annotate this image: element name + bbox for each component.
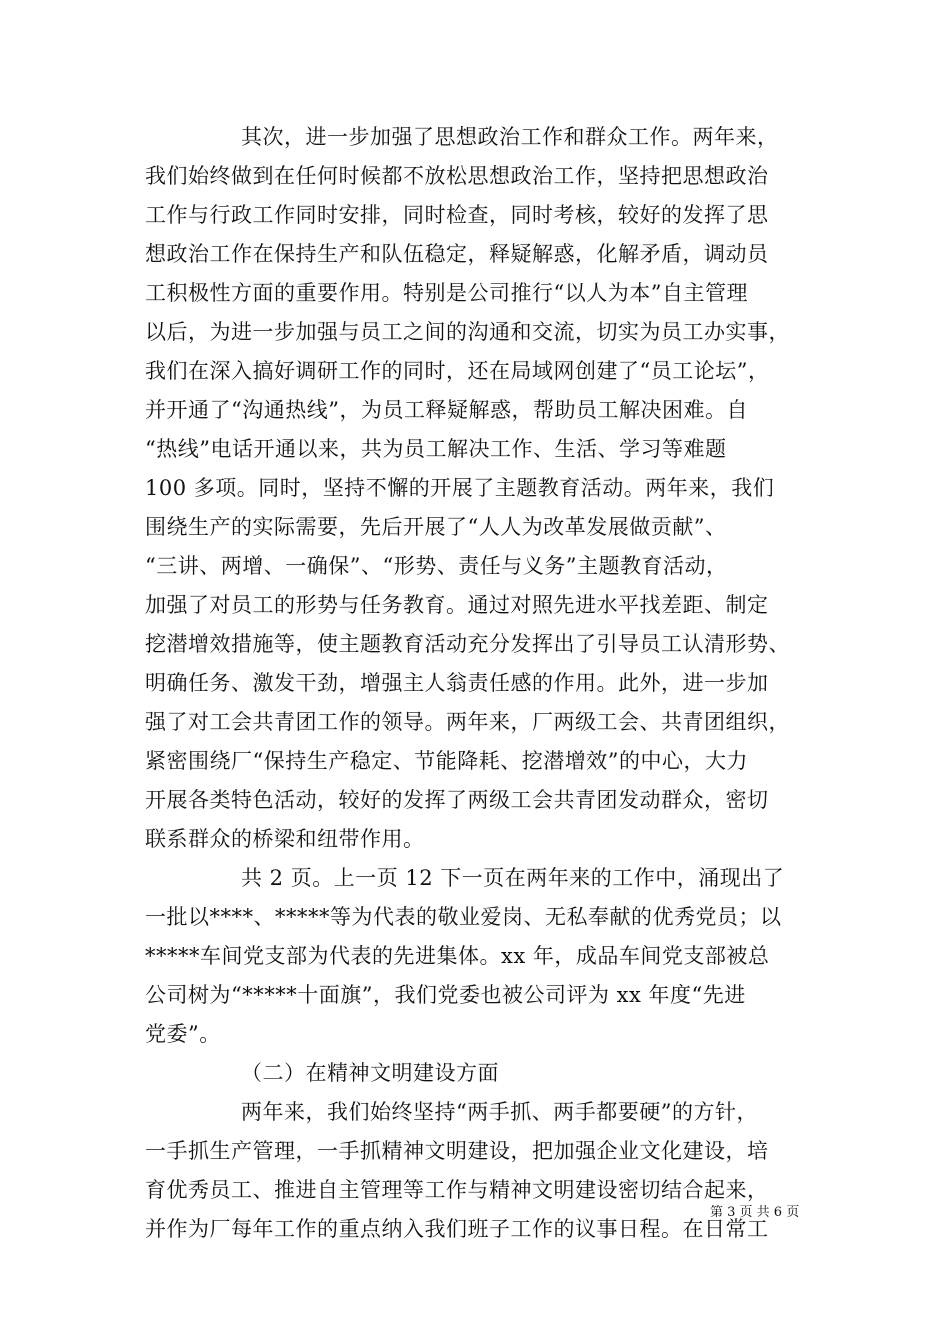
paragraph-line: 公司树为“*****十面旗”，我们党委也被公司评为 xx 年度“先进	[145, 983, 746, 1007]
paragraph-line: 想政治工作在保持生产和队伍稳定，释疑解惑，化解矛盾，调动员	[145, 242, 769, 266]
paragraph-line: 紧密围绕厂“保持生产稳定、节能降耗、挖潜增效”的中心，大力	[145, 749, 748, 773]
paragraph-line: 其次，进一步加强了思想政治工作和群众工作。两年来，	[241, 125, 779, 149]
paragraph-line: 开展各类特色活动，较好的发挥了两级工会共青团发动群众，密切	[145, 788, 769, 812]
paragraph-line: 育优秀员工、推进自主管理等工作与精神文明建设密切结合起来，	[145, 1178, 769, 1202]
paragraph-line: 明确任务、激发干劲，增强主人翁责任感的作用。此外，进一步加	[145, 671, 769, 695]
paragraph-line: 一手抓生产管理，一手抓精神文明建设，把加强企业文化建设，培	[145, 1139, 769, 1163]
paragraph-line: “三讲、两增、一确保”、“形势、责任与义务”主题教育活动，	[145, 554, 728, 578]
page-number-footer: 第 3 页 共 6 页	[710, 1205, 800, 1220]
paragraph-line: 我们在深入搞好调研工作的同时，还在局域网创建了“员工论坛”，	[145, 359, 770, 383]
paragraph-line: 两年来，我们始终坚持“两手抓、两手都要硬”的方针，	[241, 1100, 758, 1124]
section-heading: （二）在精神文明建设方面	[241, 1061, 499, 1085]
paragraph-line: 强了对工会共青团工作的领导。两年来，厂两级工会、共青团组织，	[145, 710, 790, 734]
body-text	[145, 118, 805, 1249]
paragraph-line: 联系群众的桥梁和纽带作用。	[145, 827, 425, 851]
paragraph-line: 并开通了“沟通热线”，为员工释疑解惑，帮助员工解决困难。自	[145, 398, 748, 422]
paragraph-line: 工作与行政工作同时安排，同时检查，同时考核，较好的发挥了思	[145, 203, 769, 227]
paragraph-line: “热线”电话开通以来，共为员工解决工作、生活、学习等难题	[145, 437, 727, 461]
paragraph-line: 以后，为进一步加强与员工之间的沟通和交流，切实为员工办实事，	[145, 320, 790, 344]
paragraph-line: 挖潜增效措施等，使主题教育活动充分发挥出了引导员工认清形势、	[145, 632, 790, 656]
paragraph-line: 加强了对员工的形势与任务教育。通过对照先进水平找差距、制定	[145, 593, 769, 617]
paragraph-line: 100 多项。同时，坚持不懈的开展了主题教育活动。两年来，我们	[145, 476, 775, 500]
paragraph-line: 我们始终做到在任何时候都不放松思想政治工作，坚持把思想政治	[145, 164, 769, 188]
paragraph-line: 并作为厂每年工作的重点纳入我们班子工作的议事日程。在日常工	[145, 1217, 769, 1241]
paragraph-line: 一批以****、*****等为代表的敬业爱岗、无私奉献的优秀党员；以	[145, 905, 782, 929]
paragraph-line: 共 2 页。上一页 12 下一页在两年来的工作中，涌现出了	[241, 866, 785, 890]
paragraph-line: *****车间党支部为代表的先进集体。xx 年，成品车间党支部被总	[145, 944, 770, 968]
paragraph-line: 党委”。	[145, 1022, 221, 1046]
paragraph-line: 围绕生产的实际需要，先后开展了“人人为改革发展做贡献”、	[145, 515, 727, 539]
paragraph-line: 工积极性方面的重要作用。特别是公司推行“以人为本”自主管理	[145, 281, 748, 305]
